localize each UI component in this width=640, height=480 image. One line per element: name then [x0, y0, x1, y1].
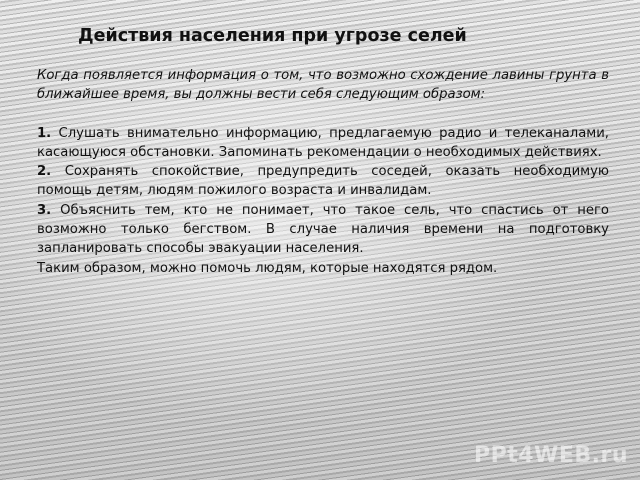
item-number: 3. [37, 202, 52, 218]
slide-title: Действия населения при угрозе селей [78, 26, 467, 46]
watermark-logo: PPt4WEB.ru [473, 443, 628, 468]
item-number: 2. [37, 164, 52, 180]
item-text: Сохранять спокойствие, предупредить соседей, оказать необходимую помощь детям, людям пожилого возраста и инвалидам. [37, 164, 609, 199]
list-item [37, 201, 609, 259]
item-text: Слушать внимательно информацию, предлагаемую радио и телеканалами, касающуюся обстановки. Запоминать рекомендации о необходимых действиях. [37, 125, 609, 160]
item-number: 1. [37, 125, 52, 141]
list-item [37, 124, 609, 163]
item-text: Объяснить тем, кто не понимает, что такое сель, что спастись от него возможно только бегством. В случае наличия времени на подготовку запланировать способы эвакуации населения. [37, 202, 609, 257]
intro-paragraph: Когда появляется информация о том, что возможно схождение лавины грунта в ближайшее время, вы должны вести себя следующим образом: [37, 68, 609, 103]
conclusion-paragraph: Таким образом, можно помочь людям, которые находятся рядом. [37, 260, 498, 276]
list-item [37, 162, 609, 201]
slide-body [37, 66, 609, 278]
